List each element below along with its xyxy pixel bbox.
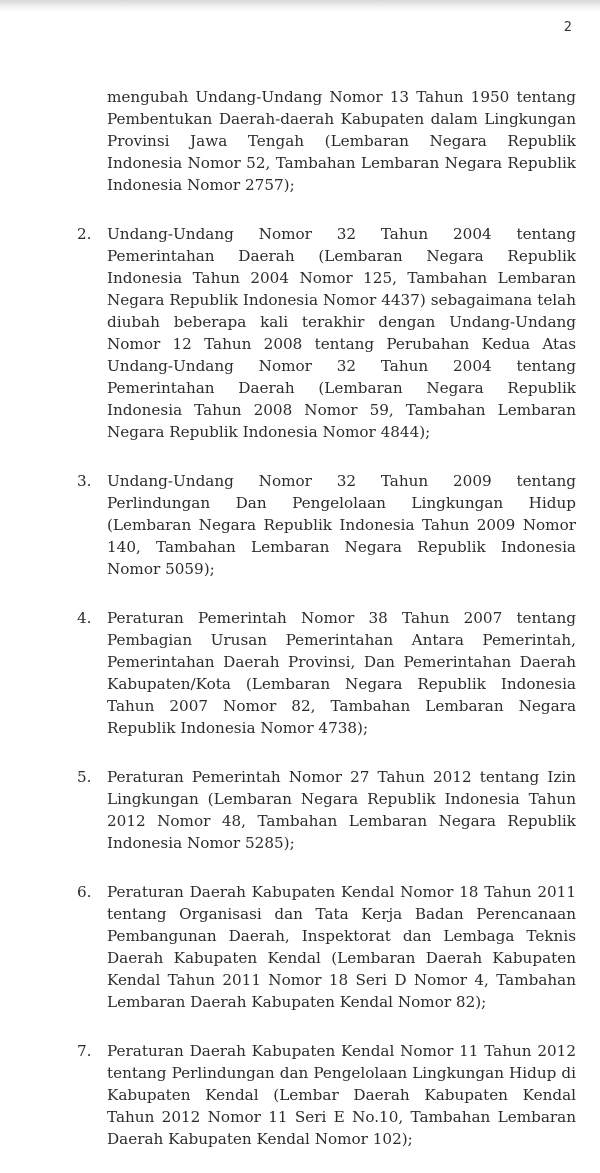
list-item-text: Peraturan Daerah Kabupaten Kendal Nomor 11 Tahun 2012 tentang Perlindungan dan Pengelolaan Lingkungan Hidup di Kabupaten Kendal (Lembar Daerah Kabupaten Kendal Tahun 2012 Nomor 11 Seri E No.10, Tambahan Lembaran Daerah Kabupaten Kendal Nomor 102); — [107, 1042, 576, 1148]
list-item-4 — [77, 607, 576, 739]
list-item-text: Undang-Undang Nomor 32 Tahun 2009 tentang Perlindungan Dan Pengelolaan Lingkungan Hidup (Lembaran Negara Republik Indonesia Tahun 2009 Nomor 140, Tambahan Lembaran Negara Republik Indonesia Nomor 5059); — [107, 472, 576, 578]
page-number: 2 — [563, 20, 572, 35]
document-body — [0, 86, 600, 1173]
list-item-text: Peraturan Daerah Kabupaten Kendal Nomor 18 Tahun 2011 tentang Organisasi dan Tata Kerja Badan Perencanaan Pembangunan Daerah, Inspektorat dan Lembaga Teknis Daerah Kabupaten Kendal (Lembaran Daerah Kabupaten Kendal Tahun 2011 Nomor 18 Seri D Nomor 4, Tambahan Lembaran Daerah Kabupaten Kendal Nomor 82); — [107, 883, 576, 1011]
list-item-number: 4. — [77, 609, 92, 627]
list-item-text: Peraturan Pemerintah Nomor 38 Tahun 2007 tentang Pembagian Urusan Pemerintahan Antara Pemerintah, Pemerintahan Daerah Provinsi, Dan Pemerintahan Daerah Kabupaten/Kota (Lembaran Negara Republik Indonesia Tahun 2007 Nomor 82, Tambahan Lembaran Negara Republik Indonesia Nomor 4738); — [107, 609, 576, 737]
list-item-5 — [77, 766, 576, 854]
continuation-paragraph: mengubah Undang-Undang Nomor 13 Tahun 1950 tentang Pembentukan Daerah-daerah Kabupaten dalam Lingkungan Provinsi Jawa Tengah (Lembaran Negara Republik Indonesia Nomor 52, Tambahan Lembaran Negara Republik Indonesia Nomor 2757); — [107, 88, 576, 194]
list-item-text: Peraturan Pemerintah Nomor 27 Tahun 2012 tentang Izin Lingkungan (Lembaran Negara Republik Indonesia Tahun 2012 Nomor 48, Tambahan Lembaran Negara Republik Indonesia Nomor 5285); — [107, 768, 576, 852]
list-item-6 — [77, 881, 576, 1013]
list-item-number: 2. — [77, 225, 92, 243]
list-item-text: Undang-Undang Nomor 32 Tahun 2004 tentang Pemerintahan Daerah (Lembaran Negara Republik Indonesia Tahun 2004 Nomor 125, Tambahan Lembaran Negara Republik Indonesia Nomor 4437) sebagaimana telah diubah beberapa kali terakhir dengan Undang-Undang Nomor 12 Tahun 2008 tentang Perubahan Kedua Atas Undang-Undang Nomor 32 Tahun 2004 tentang Pemerintahan Daerah (Lembaran Negara Republik Indonesia Tahun 2008 Nomor 59, Tambahan Lembaran Negara Republik Indonesia Nomor 4844); — [107, 225, 576, 441]
scan-top-edge — [0, 0, 600, 12]
list-item-2 — [77, 223, 576, 443]
list-item-number: 5. — [77, 768, 92, 786]
list-item-3 — [77, 470, 576, 580]
list-item-7 — [77, 1040, 576, 1148]
list-item-number: 7. — [77, 1042, 92, 1060]
list-item-number: 6. — [77, 883, 92, 901]
list-item-number: 3. — [77, 472, 92, 490]
